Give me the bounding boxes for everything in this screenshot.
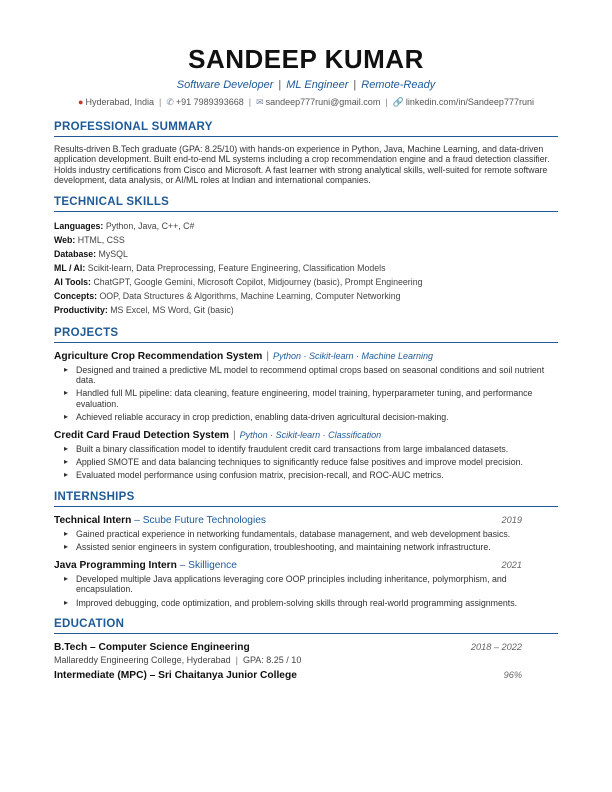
skill-row [54,275,558,289]
candidate-name: SANDEEP KUMAR [188,44,424,74]
bullet-item: ▸ Assisted senior engineers in system configuration, troubleshooting, and maintaining network infrastructure. [76,542,558,552]
skill-value: HTML, CSS [77,234,125,245]
skill-value: MS Excel, MS Word, Git (basic) [110,304,234,315]
project-name: Agriculture Crop Recommendation System [54,350,263,362]
map-pin-icon: ● [78,97,84,107]
project-bullets [54,444,558,481]
summary-paragraph: Results-driven B.Tech graduate (GPA: 8.25/10) with hands-on experience in Python, Java, Machine Learning, and data-driven application development. Built end-to-end ML systems including a crop recommendation engine and a fraud detection classifier. Holds industry certifications from Cisco and Microsoft. A fast learner with strong analytical skills, well-suited for remote software development, data analysis, or AI/ML roles at Indian and international companies. [54,144,550,186]
school-name: Mallareddy Engineering College, Hyderabad [54,654,231,665]
bullet-item: ▸ Achieved reliable accuracy in crop prediction, enabling data-driven agricultural decision-making. [76,412,558,422]
skill-label: Languages: [54,220,104,231]
section-title-education: EDUCATION [54,617,558,634]
linkedin-text: linkedin.com/in/Sandeep777runi [405,97,534,107]
bullet-item: ▸ Built a binary classification model to identify fraudulent credit card transactions from large imbalanced datasets. [76,444,558,454]
skill-label: ML / AI: [54,262,86,273]
internship-role: Technical Intern [54,514,132,526]
section-title-projects: PROJECTS [54,326,558,343]
role-software-developer: Software Developer [176,79,274,91]
contact-line [54,96,558,108]
education-score: 96% [503,669,522,680]
skill-label: Concepts: [54,290,98,301]
project-title [54,350,558,363]
role-line [54,78,558,92]
skill-row [54,261,558,275]
separator: | [385,97,388,107]
skill-row [54,247,558,261]
contact-phone[interactable] [166,97,243,107]
phone-text: +91 7989393668 [175,97,244,107]
project-name: Credit Card Fraud Detection System [54,429,229,441]
bullet-item: ▸ Gained practical experience in networking fundamentals, database management, and web development basics. [76,529,558,539]
skill-value: ChatGPT, Google Gemini, Microsoft Copilot, Midjourney (basic), Prompt Engineering [93,276,423,287]
role-ml-engineer: ML Engineer [286,79,349,91]
skill-label: AI Tools: [54,276,91,287]
bullet-item: ▸ Handled full ML pipeline: data cleaning, feature engineering, model training, hyperparameter tuning, and performance evaluation. [76,388,558,409]
separator: | [248,97,252,107]
internship-role: Java Programming Intern [54,559,177,571]
contact-location [78,97,154,107]
bullet-item: ▸ Evaluated model performance using confusion matrix, precision-recall, and ROC-AUC metrics. [76,470,558,480]
skill-label: Productivity: [54,304,108,315]
internship-bullets [54,574,558,608]
link-icon: 🔗 [392,97,404,107]
skill-label: Database: [54,248,97,259]
separator: | [266,350,269,362]
bullet-item: ▸ Improved debugging, code optimization, and problem-solving skills through real-world programming assignments. [76,598,558,608]
contact-email-link[interactable] [256,97,380,107]
skill-row [54,219,558,233]
role-remote-ready: Remote-Ready [361,79,436,91]
education-date: 2018 – 2022 [470,641,522,652]
separator: | [353,79,357,91]
bullet-item: ▸ Applied SMOTE and data balancing techniques to significantly reduce false positives and improve model precision. [76,457,558,467]
education-degree [54,641,558,654]
separator: | [159,97,162,107]
degree-name: Intermediate (MPC) – Sri Chaitanya Junior College [54,669,297,681]
email-text: sandeep777runi@gmail.com [265,97,381,107]
skill-row [54,303,558,317]
gpa-text: GPA: 8.25 / 10 [242,654,302,665]
education-degree [54,669,558,682]
project-tech: Python · Scikit-learn · Classification [239,429,382,440]
project-title [54,429,558,442]
project-bullets [54,365,558,423]
internship-title [54,559,558,572]
internship-title [54,514,558,527]
internship-bullets [54,529,558,553]
internship-date: 2021 [501,559,522,570]
section-title-summary: PROFESSIONAL SUMMARY [54,120,558,137]
separator: | [232,429,236,441]
degree-name: B.Tech – Computer Science Engineering [54,641,250,653]
section-title-skills: TECHNICAL SKILLS [54,195,558,212]
phone-icon: ✆ [166,97,174,107]
skill-value: Python, Java, C++, C# [105,220,195,231]
skill-row [54,289,558,303]
section-title-internships: INTERNSHIPS [54,490,558,507]
location-text: Hyderabad, India [85,97,154,107]
skill-label: Web: [54,234,76,245]
separator: | [278,79,282,91]
skill-value: MySQL [98,248,128,259]
bullet-item: ▸ Designed and trained a predictive ML model to recommend optimal crops based on seasonal conditions and soil nutrient data. [76,365,558,386]
skills-list [54,219,558,317]
skill-value: Scikit-learn, Data Preprocessing, Feature Engineering, Classification Models [87,262,386,273]
internship-org: – Skilligence [176,559,237,571]
skill-row [54,233,558,247]
education-details [54,654,558,666]
internship-date: 2019 [501,514,522,525]
skill-value: OOP, Data Structures & Algorithms, Machine Learning, Computer Networking [99,290,401,301]
envelope-icon: ✉ [256,97,264,107]
project-tech: Python · Scikit-learn · Machine Learning [272,350,434,361]
internship-org: – Scube Future Technologies [131,514,266,526]
separator: | [235,654,238,665]
contact-linkedin-link[interactable] [393,97,534,107]
bullet-item: ▸ Developed multiple Java applications leveraging core OOP principles including inheritance, polymorphism, and encapsulation. [76,574,558,595]
